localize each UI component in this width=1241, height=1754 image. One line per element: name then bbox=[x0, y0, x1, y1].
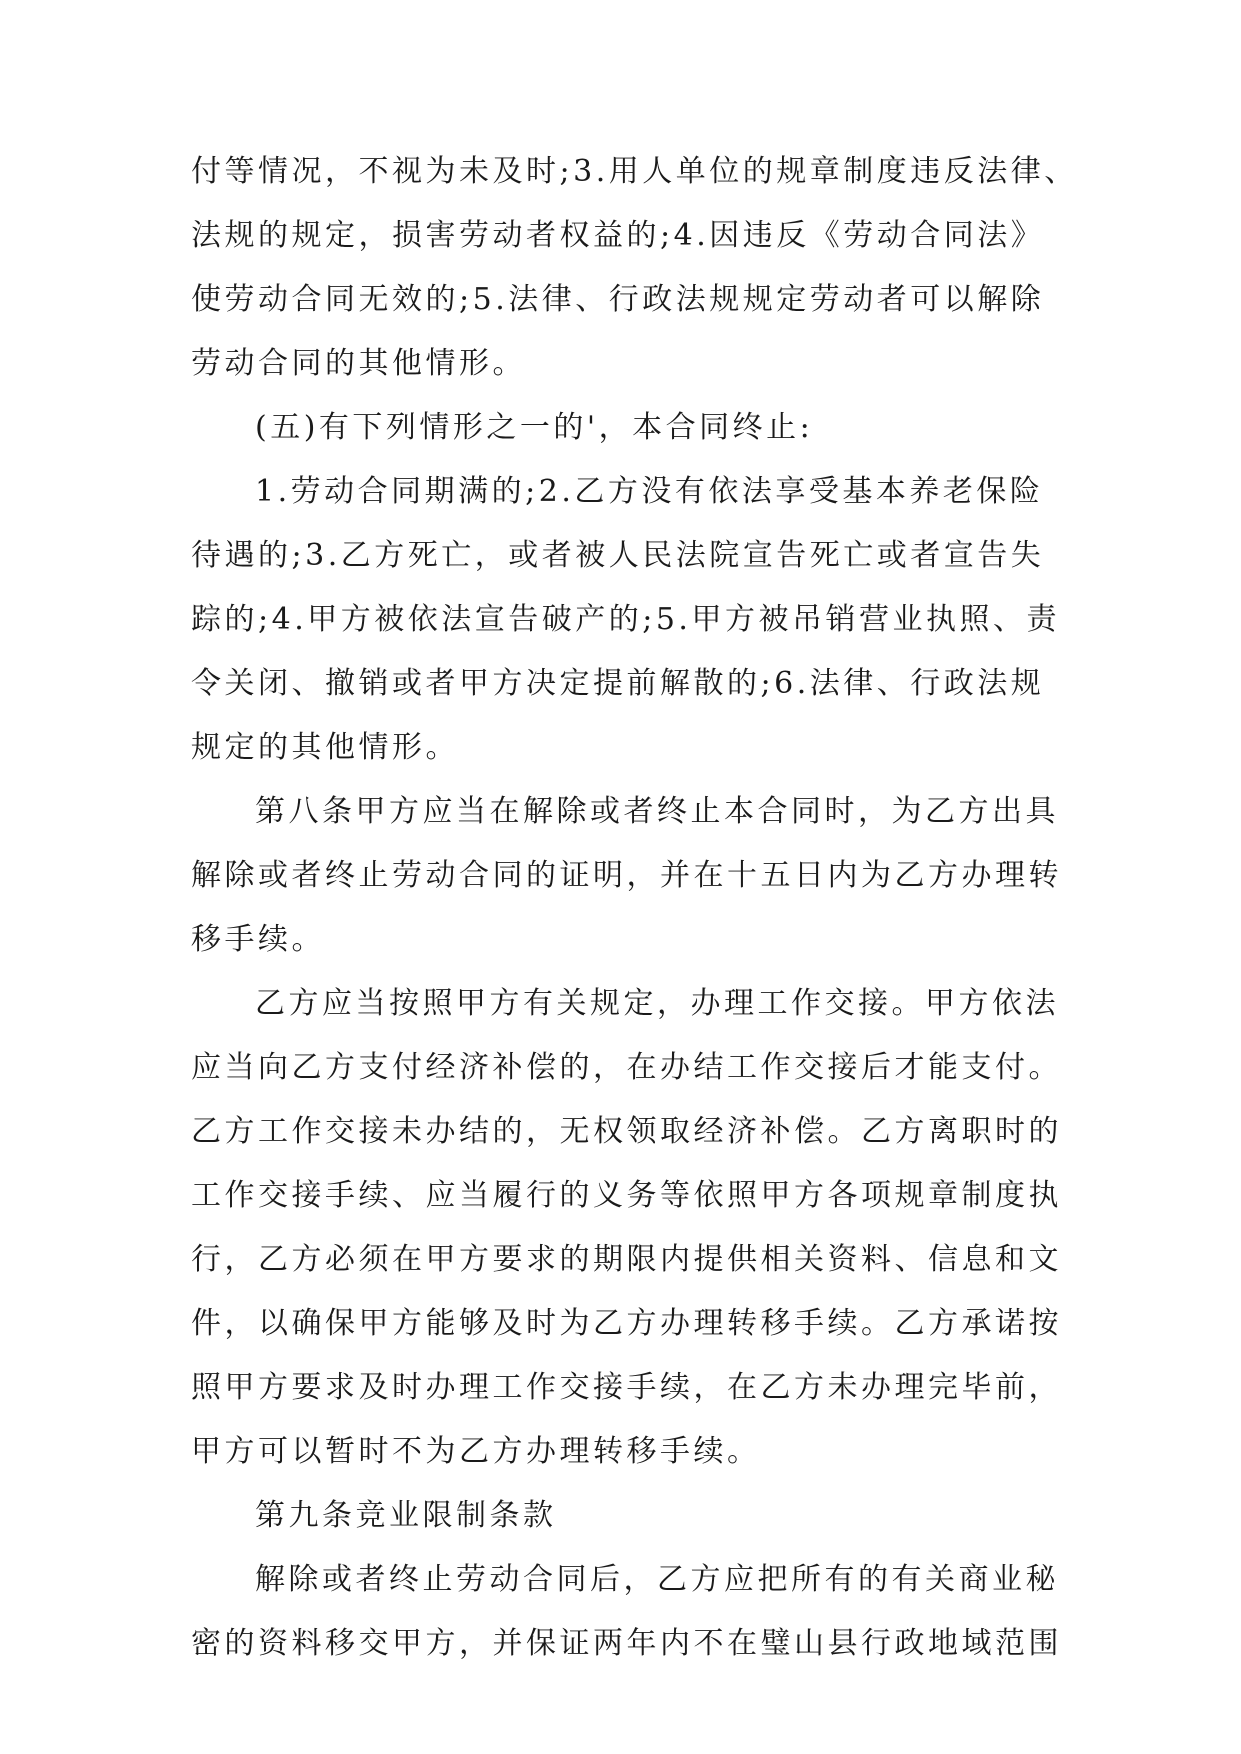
text-line: 法规的规定，损害劳动者权益的;4.因违反《劳动合同法》 bbox=[191, 218, 1045, 253]
paragraph-start-line: (五)有下列情形之一的'，本合同终止: bbox=[255, 410, 814, 445]
section-heading-line: 第九条竞业限制条款 bbox=[255, 1498, 557, 1533]
text-line: 移手续。 bbox=[191, 922, 325, 957]
paragraph-start-line: 1.劳动合同期满的;2.乙方没有依法享受基本养老保险 bbox=[255, 474, 1044, 509]
text-line: 照甲方要求及时办理工作交接手续，在乙方未办理完毕前， bbox=[191, 1370, 1062, 1405]
text-line: 令关闭、撤销或者甲方决定提前解散的;6.法律、行政法规 bbox=[191, 666, 1045, 701]
text-line: 件，以确保甲方能够及时为乙方办理转移手续。乙方承诺按 bbox=[191, 1306, 1062, 1341]
text-line: 行，乙方必须在甲方要求的期限内提供相关资料、信息和文 bbox=[191, 1242, 1062, 1277]
text-line: 付等情况，不视为未及时;3.用人单位的规章制度违反法律、 bbox=[191, 154, 1078, 189]
text-line: 待遇的;3.乙方死亡，或者被人民法院宣告死亡或者宣告失 bbox=[191, 538, 1045, 573]
text-line: 规定的其他情形。 bbox=[191, 730, 459, 765]
text-line: 劳动合同的其他情形。 bbox=[191, 346, 526, 381]
text-line: 踪的;4.甲方被依法宣告破产的;5.甲方被吊销营业执照、责 bbox=[191, 602, 1060, 637]
paragraph-start-line: 乙方应当按照甲方有关规定，办理工作交接。甲方依法 bbox=[255, 986, 1059, 1021]
text-line: 甲方可以暂时不为乙方办理转移手续。 bbox=[191, 1434, 761, 1469]
text-line: 解除或者终止劳动合同的证明，并在十五日内为乙方办理转 bbox=[191, 858, 1062, 893]
text-line: 使劳动合同无效的;5.法律、行政法规规定劳动者可以解除 bbox=[191, 282, 1045, 317]
paragraph-start-line: 第八条甲方应当在解除或者终止本合同时，为乙方出具 bbox=[255, 794, 1059, 829]
text-line: 密的资料移交甲方，并保证两年内不在璧山县行政地域范围 bbox=[191, 1626, 1062, 1661]
paragraph-start-line: 解除或者终止劳动合同后，乙方应把所有的有关商业秘 bbox=[255, 1562, 1059, 1597]
text-line: 乙方工作交接未办结的，无权领取经济补偿。乙方离职时的 bbox=[191, 1114, 1062, 1149]
text-line: 工作交接手续、应当履行的义务等依照甲方各项规章制度执 bbox=[191, 1178, 1062, 1213]
text-line: 应当向乙方支付经济补偿的，在办结工作交接后才能支付。 bbox=[191, 1050, 1062, 1085]
